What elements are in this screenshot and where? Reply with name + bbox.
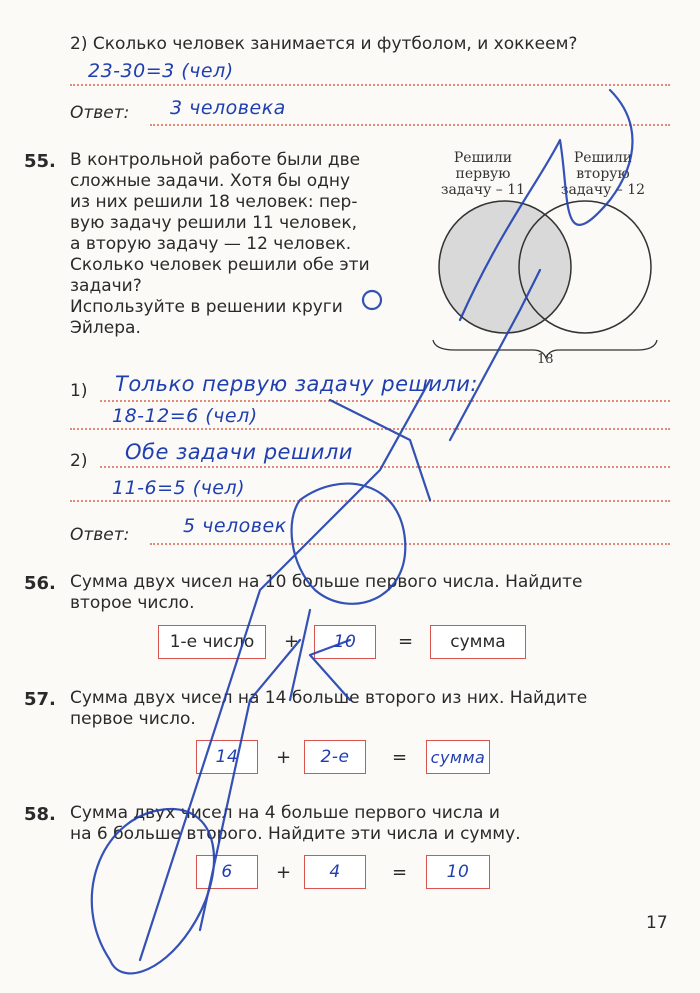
task-58-box-second: 4: [304, 855, 366, 889]
step-1-number: 1): [70, 381, 88, 401]
task-56-box-second: 10: [314, 625, 376, 659]
venn-diagram: [425, 195, 675, 370]
venn-total: 18: [537, 352, 554, 367]
task-56-equals: =: [398, 631, 414, 652]
dotted-line: [150, 543, 670, 545]
task-55-number: 55.: [24, 151, 56, 172]
dotted-line: [150, 124, 670, 126]
task-56-number: 56.: [24, 573, 56, 594]
top-answer-value: 3 человека: [170, 97, 286, 119]
task-58-box-first: 6: [196, 855, 258, 889]
step-1-calculation: 18-12=6 (чел): [112, 405, 258, 427]
step-2-number: 2): [70, 451, 88, 471]
step-2-calculation: 11-6=5 (чел): [112, 477, 246, 499]
dotted-line: [100, 466, 670, 468]
page-number: 17: [646, 913, 668, 933]
dotted-line: [70, 428, 670, 430]
task-56-plus: +: [284, 631, 300, 652]
step-1-handwriting: Только первую задачу решили:: [115, 372, 479, 396]
task-57-equals: =: [392, 747, 408, 768]
task-56-box-first: 1-е число: [158, 625, 266, 659]
task-55-answer-value: 5 человек: [183, 515, 287, 537]
task-56-text: Сумма двух чисел на 10 больше первого числа. Найдите второе число.: [70, 572, 583, 613]
task-58-plus: +: [276, 862, 292, 883]
task-56-box-sum: сумма: [430, 625, 526, 659]
task-57-box-second: 2-е: [304, 740, 366, 774]
task-57-plus: +: [276, 747, 292, 768]
dotted-line: [100, 400, 670, 402]
task-57-box-first: 14: [196, 740, 258, 774]
venn-left-label: Решили первую задачу – 11: [440, 150, 526, 198]
task-57-box-sum: сумма: [426, 740, 490, 774]
task-55-answer-label: Ответ:: [70, 525, 130, 545]
task-55-text: В контрольной работе были две сложные задачи. Хотя бы одну из них решили 18 человек: пер- вую задачу решили 11 человек, а вторую задачу — 12 человек. Сколько человек решили обе эти задачи? Используйте в решении круги Эйлера.: [70, 150, 370, 338]
top-question-solution: 23-30=3 (чел): [88, 60, 234, 82]
task-58-box-sum: 10: [426, 855, 490, 889]
dotted-line: [70, 84, 670, 86]
task-57-text: Сумма двух чисел на 14 больше второго из них. Найдите первое число.: [70, 688, 588, 729]
task-58-text: Сумма двух чисел на 4 больше первого числа и на 6 больше второго. Найдите эти числа и сумму.: [70, 803, 521, 844]
dotted-line: [70, 500, 670, 502]
task-58-equals: =: [392, 862, 408, 883]
task-58-number: 58.: [24, 804, 56, 825]
venn-right-label: Решили вторую задачу – 12: [560, 150, 646, 198]
task-57-number: 57.: [24, 689, 56, 710]
top-answer-label: Ответ:: [70, 103, 130, 123]
top-question-text: 2) Сколько человек занимается и футболом, и хоккеем?: [70, 34, 578, 54]
step-2-handwriting: Обе задачи решили: [125, 440, 353, 464]
